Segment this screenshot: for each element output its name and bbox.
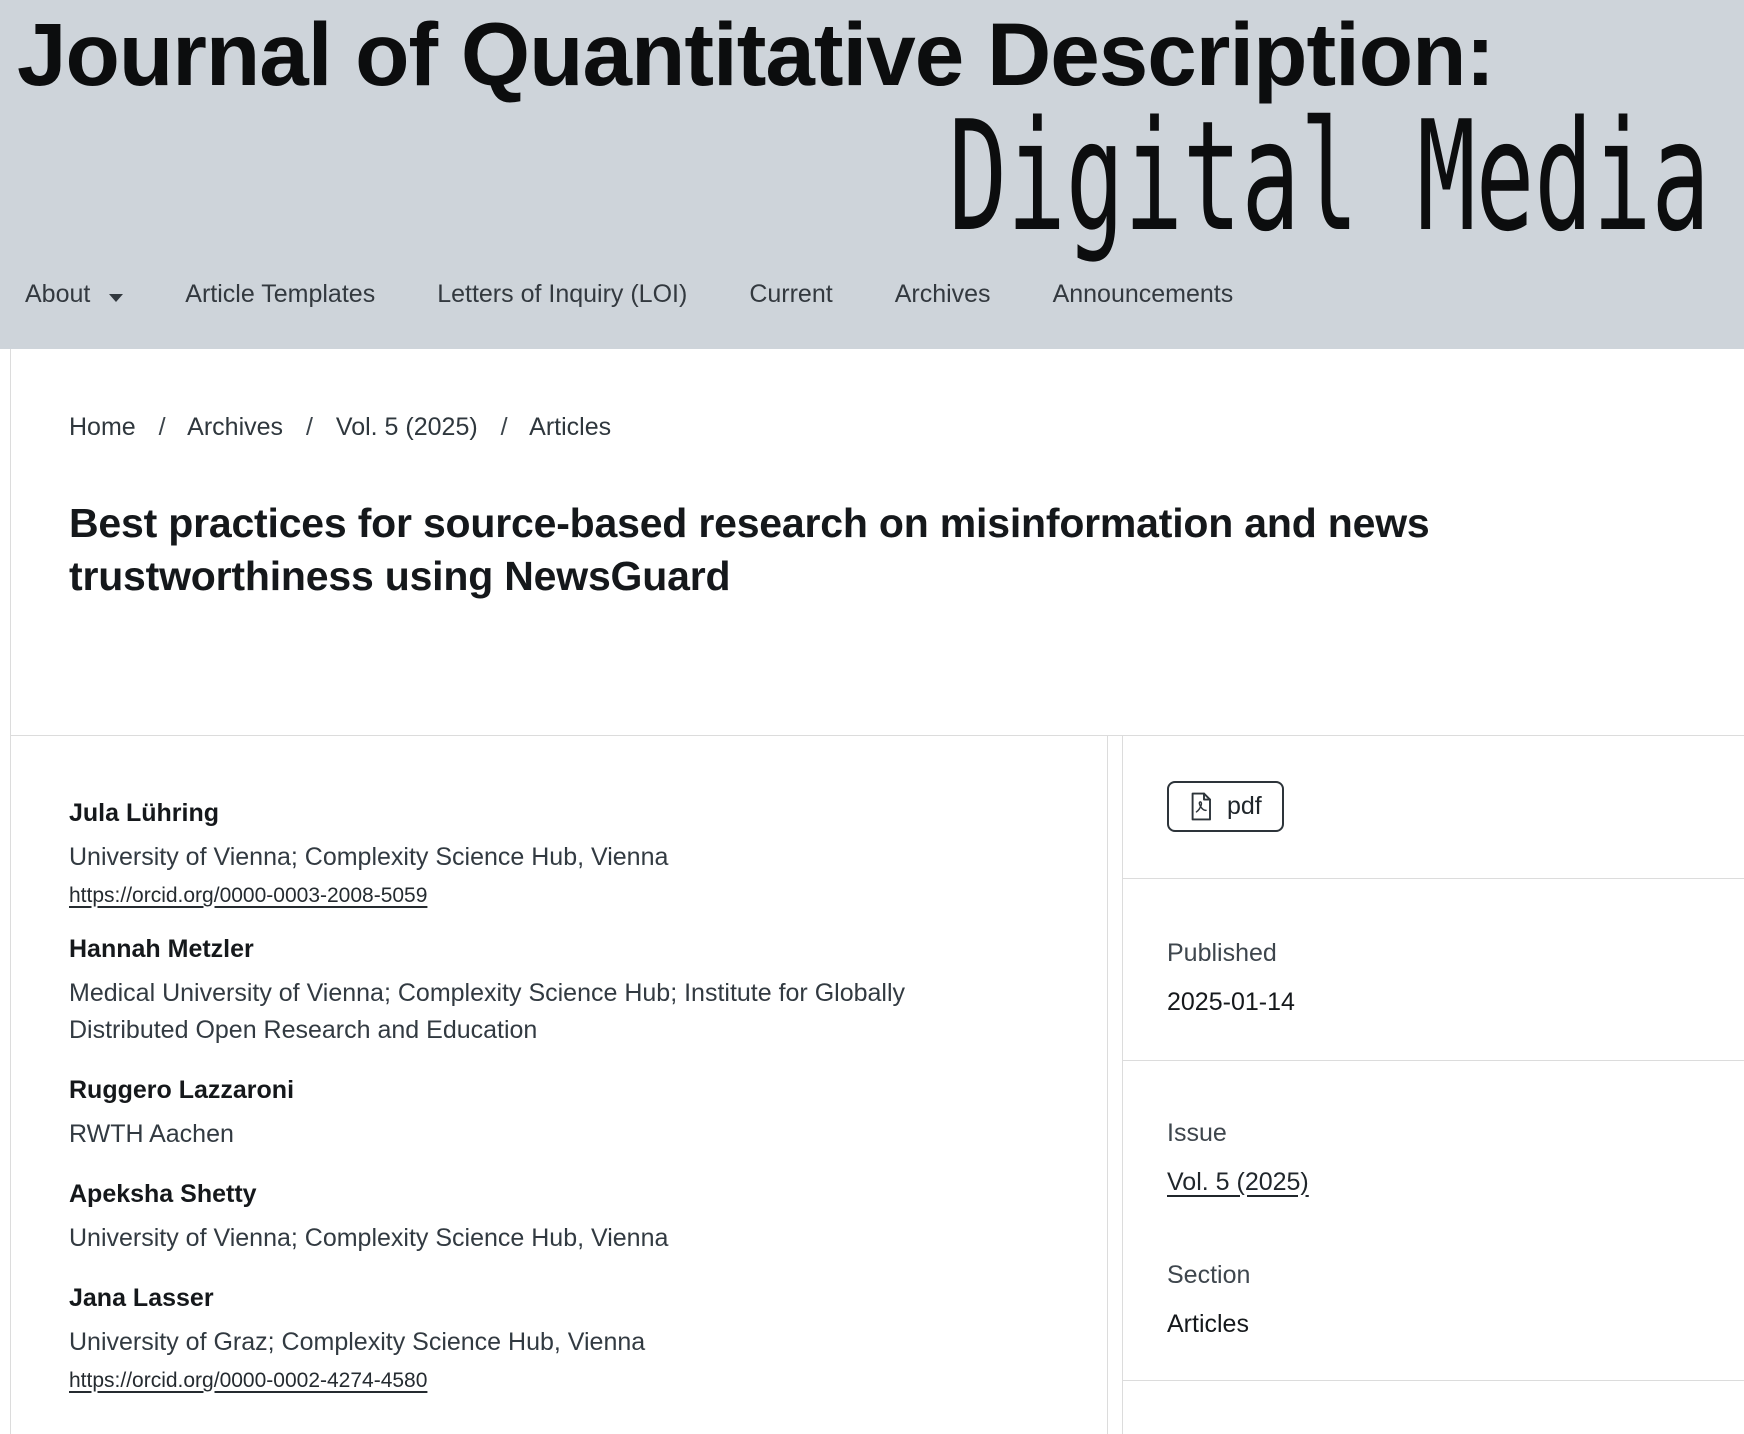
author-entry bbox=[69, 1283, 1067, 1393]
nav-item-current[interactable]: Current bbox=[749, 279, 833, 308]
author-affiliation: Medical University of Vienna; Complexity Science Hub; Institute for Globally Distributed Open Research and Education bbox=[69, 978, 906, 1044]
nav-item-archives[interactable]: Archives bbox=[894, 279, 991, 308]
page-title: Best practices for source-based research on misinformation and news trustworthiness using NewsGuard bbox=[69, 500, 1430, 600]
author-name: Apeksha Shetty bbox=[69, 1179, 257, 1208]
primary-nav bbox=[17, 280, 1744, 309]
orcid-link[interactable]: https://orcid.org/0000-0002-4274-4580 bbox=[69, 1368, 428, 1392]
site-header bbox=[0, 0, 1744, 349]
author-entry bbox=[69, 798, 1067, 908]
breadcrumb-separator: / bbox=[500, 413, 508, 441]
author-entry bbox=[69, 934, 1067, 1049]
author-affiliation: RWTH Aachen bbox=[69, 1119, 234, 1148]
author-affiliation: University of Vienna; Complexity Science Hub, Vienna bbox=[69, 1223, 669, 1252]
sidebar-blocks bbox=[1122, 736, 1744, 1434]
journal-logo[interactable] bbox=[17, 4, 1710, 265]
published-date: 2025-01-14 bbox=[1167, 987, 1295, 1016]
section-label: Section bbox=[1167, 1260, 1251, 1289]
nav-item-article-templates[interactable]: Article Templates bbox=[185, 279, 376, 308]
author-affiliation: University of Vienna; Complexity Science Hub, Vienna bbox=[69, 842, 669, 871]
article-details bbox=[11, 736, 1744, 1434]
authors-panel bbox=[11, 736, 1108, 1434]
published-label: Published bbox=[1167, 938, 1277, 967]
published-block bbox=[1123, 879, 1744, 1061]
sidebar-tail-block bbox=[1123, 1381, 1744, 1433]
issue-link[interactable]: Vol. 5 (2025) bbox=[1167, 1167, 1309, 1196]
breadcrumb-separator: / bbox=[306, 413, 313, 441]
author-name: Ruggero Lazzaroni bbox=[69, 1075, 295, 1104]
pdf-button-label: pdf bbox=[1227, 792, 1262, 821]
page-content bbox=[10, 349, 1744, 1434]
breadcrumb bbox=[11, 349, 1744, 442]
journal-logo-line2: Digital Media bbox=[948, 88, 1710, 265]
breadcrumb-current: Articles bbox=[529, 413, 612, 441]
author-entry bbox=[69, 1075, 1067, 1153]
issue-block bbox=[1123, 1061, 1744, 1381]
breadcrumb-separator: / bbox=[158, 413, 166, 441]
galleys-block bbox=[1123, 736, 1744, 879]
journal-logo-line1: Journal of Quantitative Description: bbox=[17, 4, 1495, 104]
breadcrumb-link-issue[interactable]: Vol. 5 (2025) bbox=[335, 413, 478, 441]
caret-down-icon bbox=[109, 294, 123, 302]
author-name: Hannah Metzler bbox=[69, 934, 254, 963]
article-sidebar bbox=[1108, 736, 1744, 1434]
author-name: Jula Lühring bbox=[69, 798, 219, 827]
author-name: Jana Lasser bbox=[69, 1283, 214, 1312]
author-entry bbox=[69, 1179, 1067, 1257]
orcid-link[interactable]: https://orcid.org/0000-0003-2008-5059 bbox=[69, 883, 428, 907]
issue-label: Issue bbox=[1167, 1118, 1227, 1147]
author-affiliation: University of Graz; Complexity Science Hub, Vienna bbox=[69, 1327, 646, 1356]
breadcrumb-link-archives[interactable]: Archives bbox=[187, 413, 284, 441]
nav-item-letters-of-inquiry[interactable]: Letters of Inquiry (LOI) bbox=[437, 279, 688, 308]
nav-item-about-label: About bbox=[25, 279, 91, 308]
breadcrumb-link-home[interactable]: Home bbox=[69, 413, 136, 441]
pdf-file-icon bbox=[1189, 792, 1213, 821]
nav-item-about[interactable] bbox=[25, 280, 123, 309]
pdf-button[interactable] bbox=[1167, 781, 1284, 832]
nav-item-announcements[interactable]: Announcements bbox=[1052, 279, 1234, 308]
section-value: Articles bbox=[1167, 1309, 1249, 1338]
